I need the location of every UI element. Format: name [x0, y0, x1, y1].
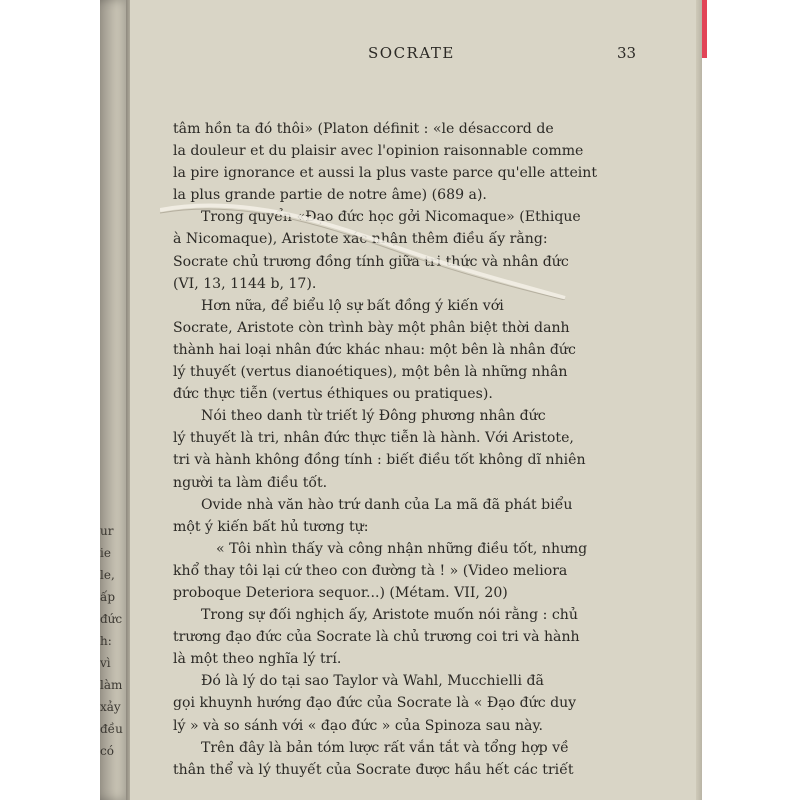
- text-line: đức thực tiễn (vertus éthiques ou pratiques).: [173, 386, 493, 403]
- margin-fragment: ie: [100, 546, 111, 560]
- text-line: thành hai loại nhân đức khác nhau: một bên là nhân đức: [173, 341, 576, 358]
- text-line: tri và hành không đồng tính : biết điều tốt không dĩ nhiên: [173, 452, 586, 469]
- margin-fragment: ur: [100, 524, 114, 538]
- text-line: Socrate, Aristote còn trình bày một phân biệt thời danh: [173, 319, 570, 336]
- margin-fragment: đức: [100, 612, 123, 626]
- text-line: Hơn nữa, để biểu lộ sự bất đồng ý kiến với: [201, 297, 504, 314]
- page-edge: [696, 0, 702, 800]
- text-line: Trong sự đối nghịch ấy, Aristote muốn nói rằng : chủ: [201, 607, 578, 624]
- page-header: [130, 44, 702, 68]
- text-line: trương đạo đức của Socrate là chủ trương coi tri và hành: [173, 629, 580, 646]
- text-line: lý thuyết (vertus dianoétiques), một bên là những nhân: [173, 364, 568, 381]
- text-line: la douleur et du plaisir avec l'opinion raisonnable comme: [173, 143, 584, 160]
- text-line: gọi khuynh hướng đạo đức của Socrate là « Đạo đức duy: [173, 695, 577, 712]
- margin-fragment: có: [100, 744, 114, 758]
- text-line: một ý kiến bất hủ tương tự:: [173, 518, 369, 535]
- text-line: la pire ignorance et aussi la plus vaste parce qu'elle atteint: [173, 165, 598, 182]
- text-line: lý thuyết là tri, nhân đức thực tiễn là hành. Với Aristote,: [173, 430, 574, 447]
- text-line: thân thể và lý thuyết của Socrate được hầu hết các triết: [173, 761, 574, 778]
- margin-fragment: làm: [100, 678, 123, 692]
- text-line: người ta làm điều tốt.: [173, 474, 328, 491]
- text-line: (VI, 13, 1144 b, 17).: [173, 275, 317, 292]
- text-line: « Tôi nhìn thấy và công nhận những điều tốt, nhưng: [216, 540, 588, 557]
- text-line: khổ thay tôi lại cứ theo con đường tà ! » (Video meliora: [173, 562, 568, 579]
- margin-fragment: h:: [100, 634, 112, 648]
- running-title: SOCRATE: [368, 44, 455, 62]
- book-photo: [100, 0, 702, 800]
- page-number: 33: [617, 44, 637, 62]
- text-line: là một theo nghĩa lý trí.: [173, 651, 342, 668]
- text-line: à Nicomaque), Aristote xác nhận thêm điều ấy rằng:: [173, 231, 548, 248]
- text-line: lý » và so sánh với « đạo đức » của Spinoza sau này.: [173, 717, 544, 734]
- text-line: Trên đây là bản tóm lược rất vắn tắt và tổng hợp về: [201, 739, 569, 756]
- margin-fragment: xảy: [100, 700, 121, 714]
- margin-fragment: le,: [100, 568, 115, 582]
- page-body-text: [173, 118, 648, 781]
- margin-fragment: đều: [100, 722, 123, 736]
- previous-page-margin-text: [100, 520, 123, 762]
- text-line: Đó là lý do tại sao Taylor và Wahl, Mucchielli đã: [201, 673, 544, 690]
- text-line: Socrate chủ trương đồng tính giữa tri thức và nhân đức: [173, 253, 569, 270]
- red-bookmark-tab: [702, 0, 707, 58]
- text-line: proboque Deteriora sequor...) (Métam. VII, 20): [173, 584, 508, 601]
- text-line: tâm hồn ta đó thôi» (Platon définit : «le désaccord de: [173, 121, 554, 137]
- margin-fragment: ấp: [100, 590, 116, 604]
- book-page: [130, 0, 702, 800]
- text-line: Ovide nhà văn hào trứ danh của La mã đã phát biểu: [201, 496, 573, 513]
- text-line: Nói theo danh từ triết lý Đông phương nhân đức: [201, 408, 546, 425]
- margin-fragment: vì: [100, 656, 111, 670]
- text-line: la plus grande partie de notre âme) (689 a).: [173, 187, 487, 204]
- text-line: Trong quyển «Đạo đức học gởi Nicomaque» (Ethique: [201, 209, 581, 226]
